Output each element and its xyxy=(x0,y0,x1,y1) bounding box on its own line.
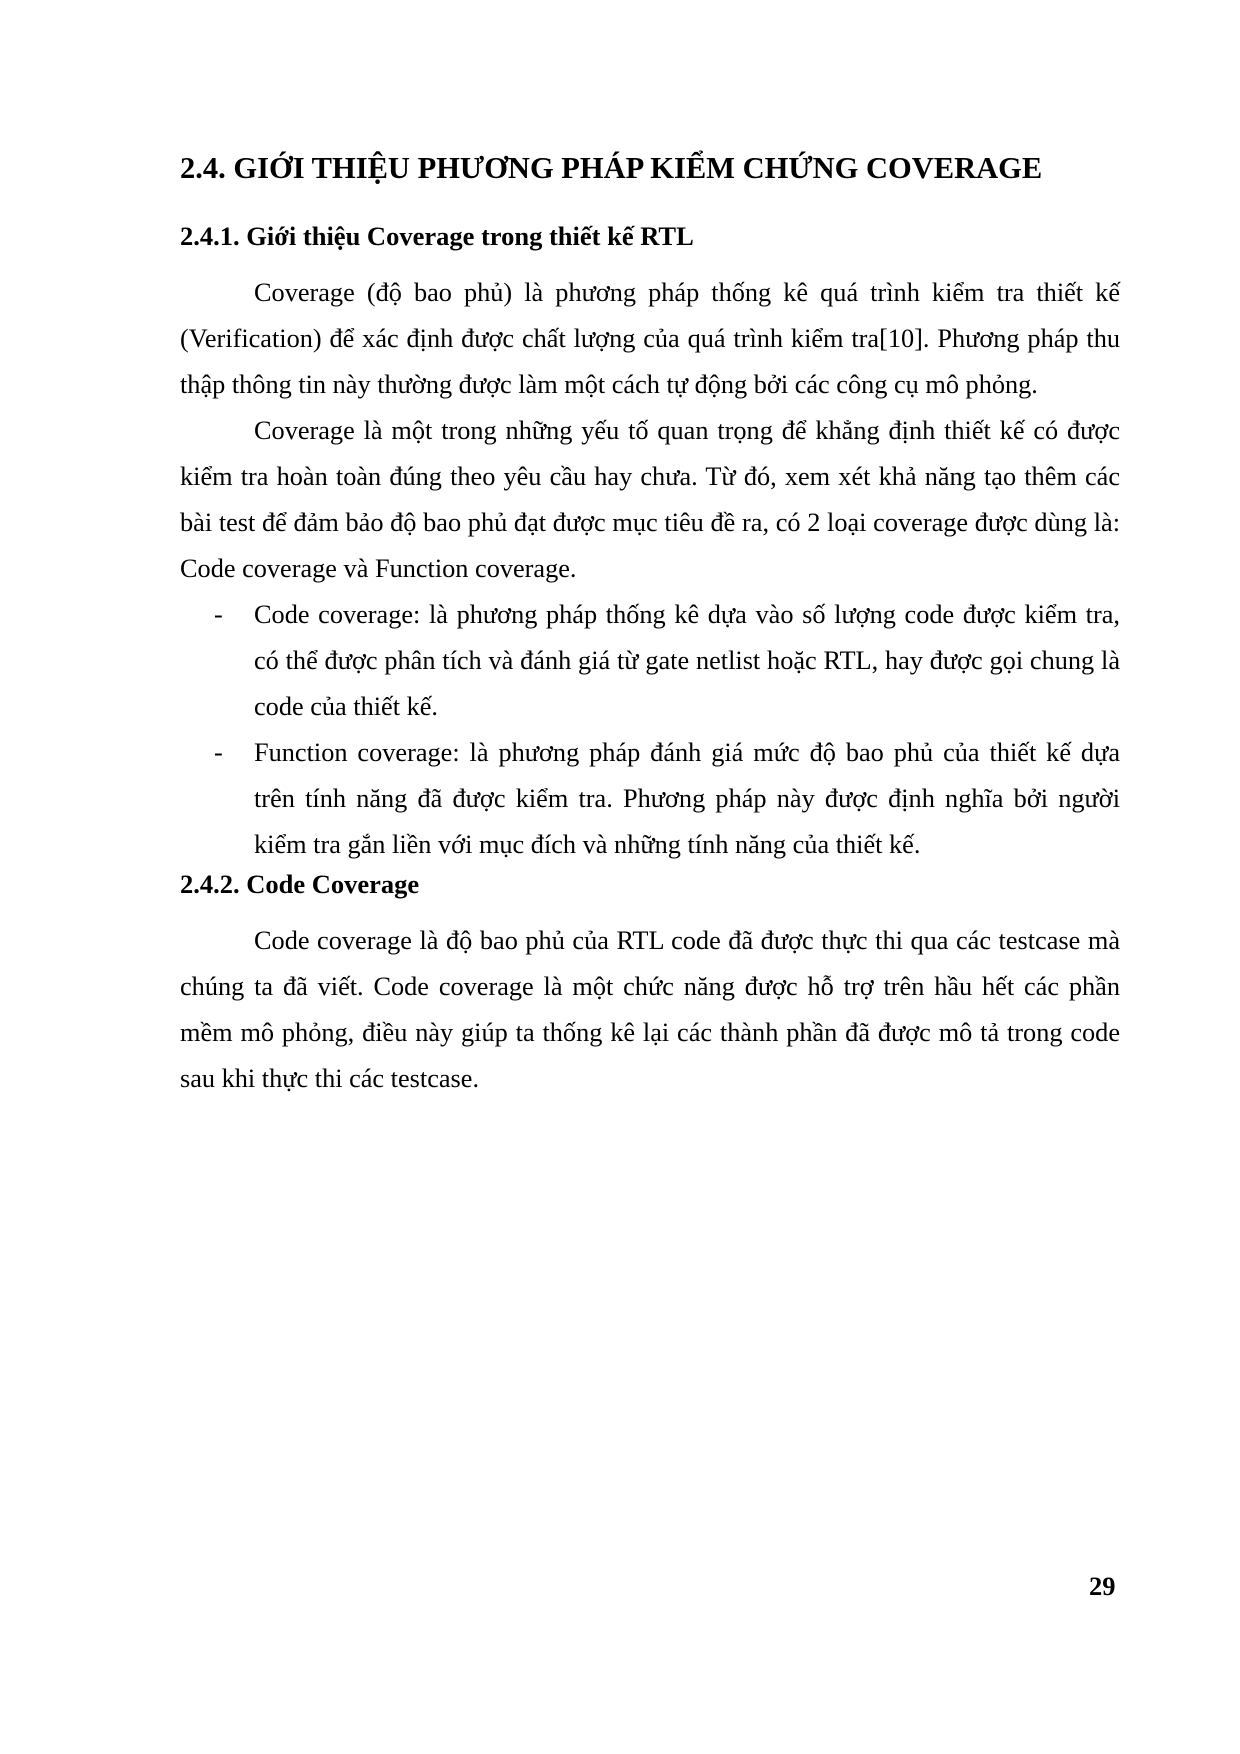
bullet-text: Code coverage: là phương pháp thống kê dựa vào số lượng code được kiểm tra, có thể được phân tích và đánh giá từ gate netlist hoặc RTL, hay được gọi chung là code của thiết kế. xyxy=(254,600,1120,721)
list-item-code-coverage xyxy=(180,592,1120,730)
section-heading: 2.4. GIỚI THIỆU PHƯƠNG PHÁP KIỂM CHỨNG COVERAGE xyxy=(180,151,1043,185)
paragraph-coverage-definition: Coverage (độ bao phủ) là phương pháp thống kê quá trình kiểm tra thiết kế (Verification) để xác định được chất lượng của quá trình kiểm tra[10]. Phương pháp thu thập thông tin này thường được làm một cách tự động bởi các công cụ mô phỏng. xyxy=(180,278,1120,399)
bullet-marker: - xyxy=(214,600,223,629)
bullet-text: Function coverage: là phương pháp đánh giá mức độ bao phủ của thiết kế dựa trên tính năng đã được kiểm tra. Phương pháp này được định nghĩa bởi người kiểm tra gắn liền với mục đích và những tính năng của thiết kế. xyxy=(254,738,1120,859)
subsection-heading-1: 2.4.1. Giới thiệu Coverage trong thiết kế RTL xyxy=(180,221,694,251)
paragraph-code-coverage: Code coverage là độ bao phủ của RTL code đã được thực thi qua các testcase mà chúng ta đã viết. Code coverage là một chức năng được hỗ trợ trên hầu hết các phần mềm mô phỏng, điều này giúp ta thống kê lại các thành phần đã được mô tả trong code sau khi thực thi các testcase. xyxy=(180,926,1120,1093)
paragraph-coverage-importance: Coverage là một trong những yếu tố quan trọng để khẳng định thiết kế có được kiểm tra hoàn toàn đúng theo yêu cầu hay chưa. Từ đó, xem xét khả năng tạo thêm các bài test để đảm bảo độ bao phủ đạt được mục tiêu đề ra, có 2 loại coverage được dùng là: Code coverage và Function coverage. xyxy=(180,416,1120,583)
page-number: 29 xyxy=(1089,1571,1116,1601)
list-item-function-coverage xyxy=(180,730,1120,868)
bullet-marker: - xyxy=(214,738,223,767)
subsection-heading-2: 2.4.2. Code Coverage xyxy=(180,869,420,899)
